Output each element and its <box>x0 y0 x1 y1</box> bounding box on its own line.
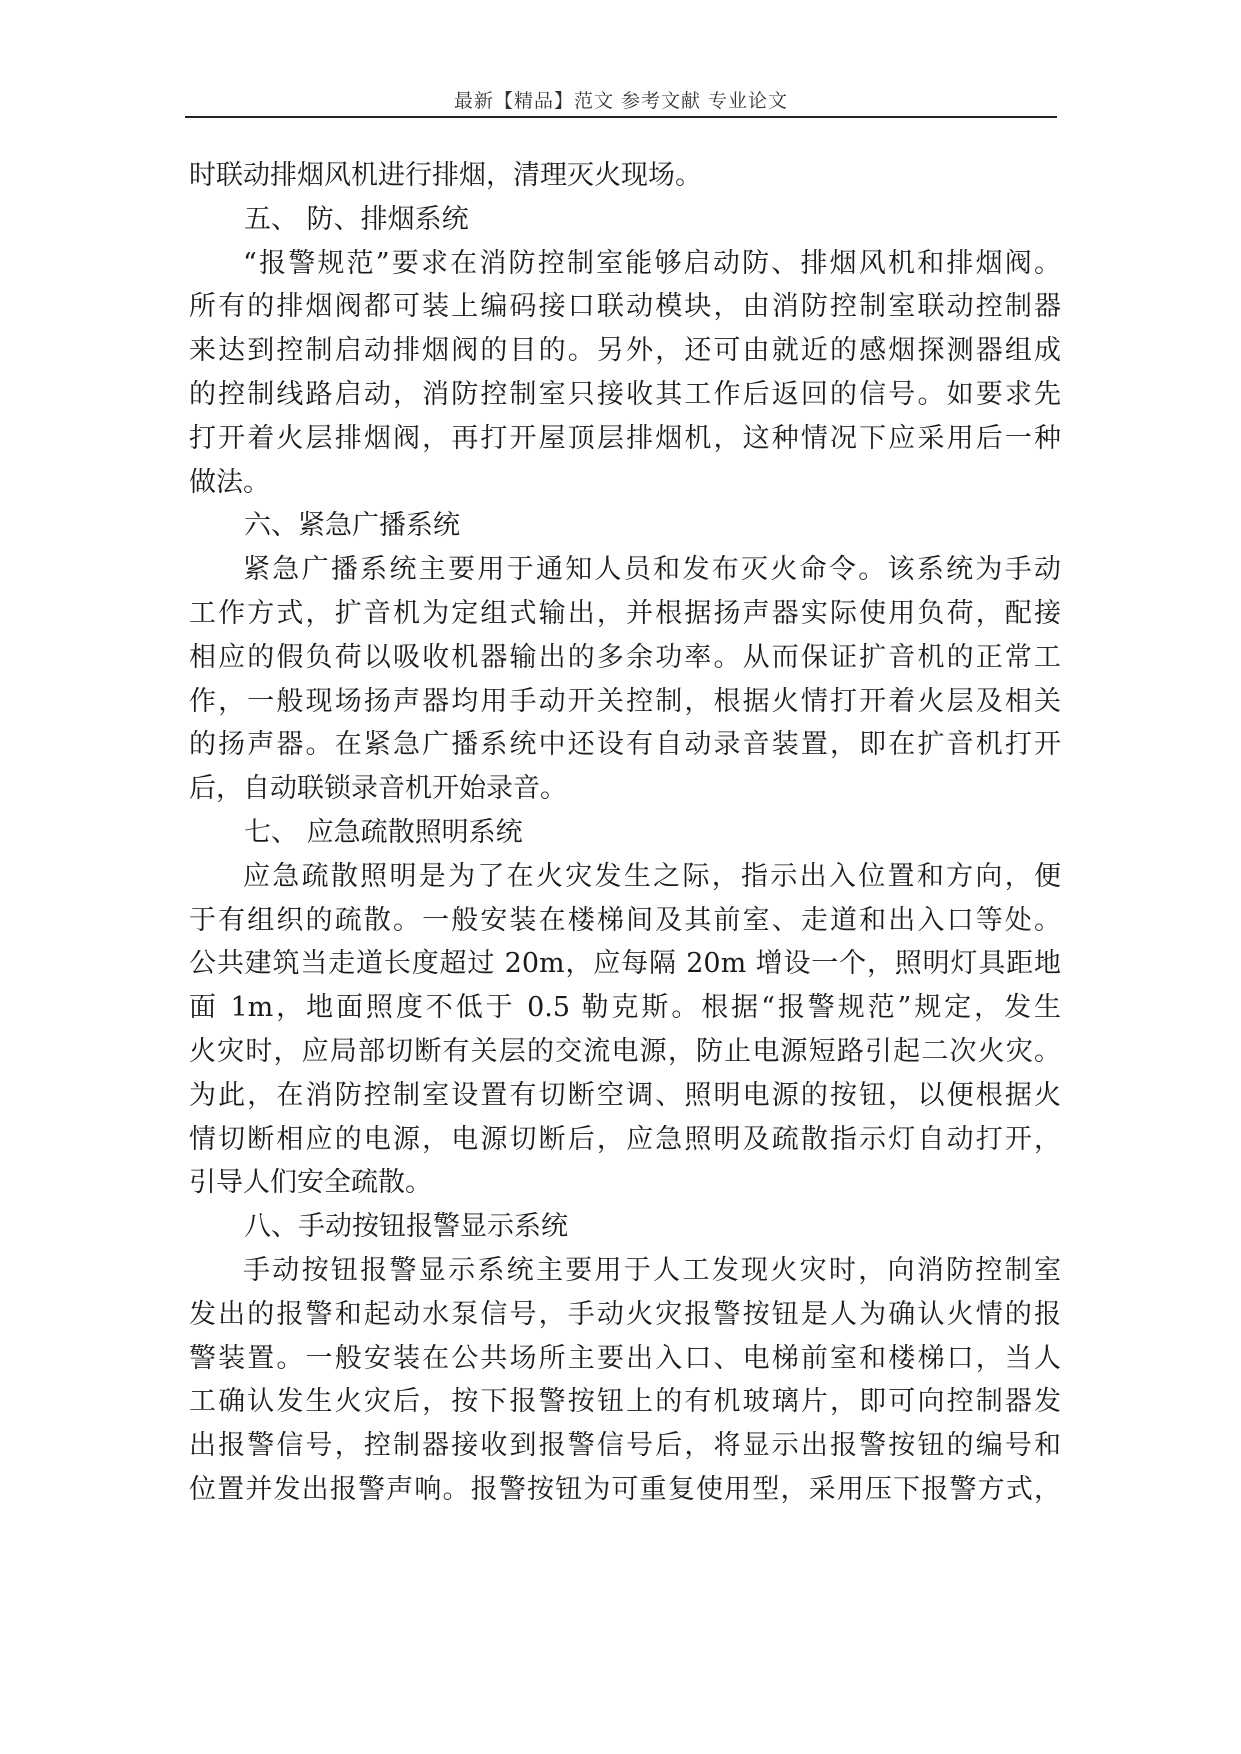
text-line: 警装置。一般安装在公共场所主要出入口、电梯前室和楼梯口，当人 <box>189 1342 1061 1374</box>
text-line: 后，自动联锁录音机开始录音。 <box>189 773 567 805</box>
document-body <box>189 154 1061 1512</box>
section-heading: 五、 防、排烟系统 <box>244 203 469 235</box>
section-heading: 七、 应急疏散照明系统 <box>244 816 523 848</box>
text-line: 时联动排烟风机进行排烟，清理灭火现场。 <box>189 160 702 191</box>
text-line: 引导人们安全疏散。 <box>189 1167 432 1199</box>
page-header: 最新【精品】范文 参考文献 专业论文 <box>453 90 789 112</box>
text-line: 火灾时，应局部切断有关层的交流电源，防止电源短路引起二次火灾。 <box>189 1035 1061 1067</box>
text-line: 的扬声器。在紧急广播系统中还设有自动录音装置，即在扩音机打开 <box>189 729 1061 761</box>
text-line: 应急疏散照明是为了在火灾发生之际，指示出入位置和方向，便 <box>243 860 1061 892</box>
text-line: 相应的假负荷以吸收机器输出的多余功率。从而保证扩音机的正常工 <box>189 641 1061 673</box>
text-line: 打开着火层排烟阀，再打开屋顶层排烟机，这种情况下应采用后一种 <box>189 422 1061 454</box>
text-line: 面 1m，地面照度不低于 0.5 勒克斯。根据“报警规范”规定，发生 <box>189 992 1061 1024</box>
text-line: 的控制线路启动，消防控制室只接收其工作后返回的信号。如要求先 <box>189 378 1061 410</box>
text-line: 来达到控制启动排烟阀的目的。另外，还可由就近的感烟探测器组成 <box>189 335 1061 367</box>
text-line: 于有组织的疏散。一般安装在楼梯间及其前室、走道和出入口等处。 <box>189 904 1061 936</box>
text-line: 位置并发出报警声响。报警按钮为可重复使用型，采用压下报警方式， <box>189 1473 1061 1505</box>
text-line: 出报警信号，控制器接收到报警信号后，将显示出报警按钮的编号和 <box>189 1430 1061 1462</box>
header-rule <box>185 116 1057 118</box>
text-line: 公共建筑当走道长度超过 20m，应每隔 20m 增设一个，照明灯具距地 <box>189 948 1061 980</box>
text-line: 紧急广播系统主要用于通知人员和发布灭火命令。该系统为手动 <box>243 554 1061 586</box>
text-line: 为此，在消防控制室设置有切断空调、照明电源的按钮，以便根据火 <box>189 1079 1061 1111</box>
text-line: 做法。 <box>189 466 270 498</box>
section-heading: 六、紧急广播系统 <box>244 510 460 542</box>
text-line: 工作方式，扩音机为定组式输出，并根据扬声器实际使用负荷，配接 <box>189 597 1061 629</box>
text-line: 情切断相应的电源，电源切断后，应急照明及疏散指示灯自动打开， <box>189 1123 1061 1155</box>
text-line: 发出的报警和起动水泵信号，手动火灾报警按钮是人为确认火情的报 <box>189 1298 1061 1330</box>
text-line: 工确认发生火灾后，按下报警按钮上的有机玻璃片，即可向控制器发 <box>189 1386 1061 1418</box>
text-line: 所有的排烟阀都可装上编码接口联动模块，由消防控制室联动控制器 <box>189 291 1061 323</box>
text-line: 手动按钮报警显示系统主要用于人工发现火灾时，向消防控制室 <box>243 1254 1061 1286</box>
section-heading: 八、手动按钮报警显示系统 <box>244 1211 568 1243</box>
text-line: 作，一般现场扬声器均用手动开关控制，根据火情打开着火层及相关 <box>189 685 1061 717</box>
text-line: “报警规范”要求在消防控制室能够启动防、排烟风机和排烟阀。 <box>243 247 1061 279</box>
